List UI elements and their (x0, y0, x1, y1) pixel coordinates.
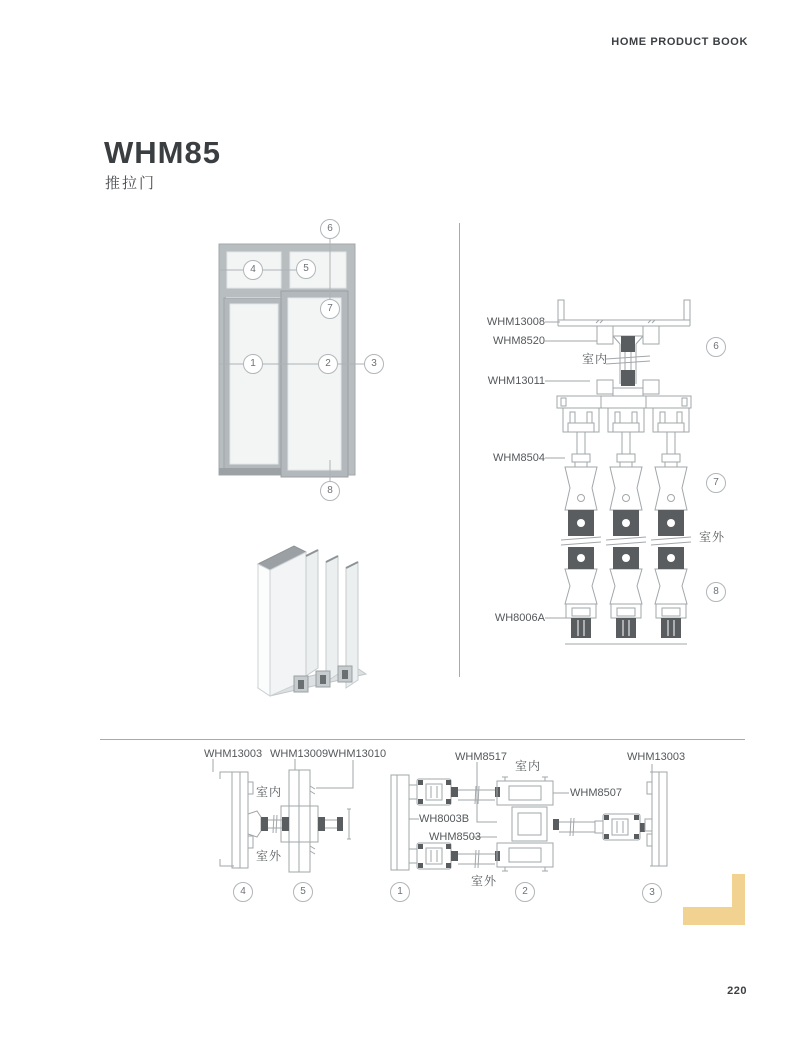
label-whm8504: WHM8504 (493, 452, 545, 464)
section-callout-8: 8 (706, 582, 726, 602)
elevation-callout-5: 5 (296, 259, 316, 279)
label-indoor-left: 室内 (256, 785, 283, 799)
column-divider (459, 223, 460, 677)
label-whm8520: WHM8520 (493, 335, 545, 347)
label-outdoor-middle: 室外 (471, 874, 498, 888)
elevation-callout-6: 6 (320, 219, 340, 239)
label-wh8006a: WH8006A (494, 612, 545, 624)
page-title: WHM85 (104, 135, 221, 170)
label-whm8517: WHM8517 (455, 751, 507, 763)
label-whm13008: WHM13008 (486, 316, 545, 328)
label-whm13009: WHM13009 (270, 748, 329, 760)
elevation-callout-4: 4 (243, 260, 263, 280)
plan-callout-2: 2 (515, 882, 535, 902)
page-subtitle: 推拉门 (105, 175, 157, 192)
plan-callout-3: 3 (642, 883, 662, 903)
plan-callout-1: 1 (390, 882, 410, 902)
label-whm13010: WHM13010 (328, 748, 387, 760)
label-whm8503: WHM8503 (429, 831, 481, 843)
book-title: HOME PRODUCT BOOK (611, 36, 748, 48)
label-outdoor-left: 室外 (256, 849, 283, 863)
elevation-drawing (199, 220, 385, 505)
label-whm8507: WHM8507 (570, 787, 622, 799)
label-whm13003-left: WHM13003 (204, 748, 263, 760)
elevation-callout-1: 1 (243, 354, 263, 374)
label-indoor-middle: 室内 (515, 759, 542, 773)
label-indoor-vertical: 室内 (582, 352, 609, 366)
label-whm13011: WHM13011 (487, 375, 545, 387)
plan-callout-4: 4 (233, 882, 253, 902)
page-number: 220 (727, 985, 747, 997)
section-callout-6: 6 (706, 337, 726, 357)
section-separator (100, 739, 745, 740)
elevation-callout-2: 2 (318, 354, 338, 374)
label-outdoor-vertical: 室外 (699, 530, 726, 544)
corner-accent-horizontal (683, 907, 745, 925)
plan-callout-5: 5 (293, 882, 313, 902)
elevation-callout-3: 3 (364, 354, 384, 374)
section-callout-7: 7 (706, 473, 726, 493)
label-wh8003b: WH8003B (419, 813, 470, 825)
profile-3d-render (238, 510, 388, 705)
label-whm13003-right: WHM13003 (627, 751, 686, 763)
elevation-callout-7: 7 (320, 299, 340, 319)
elevation-callout-8: 8 (320, 481, 340, 501)
